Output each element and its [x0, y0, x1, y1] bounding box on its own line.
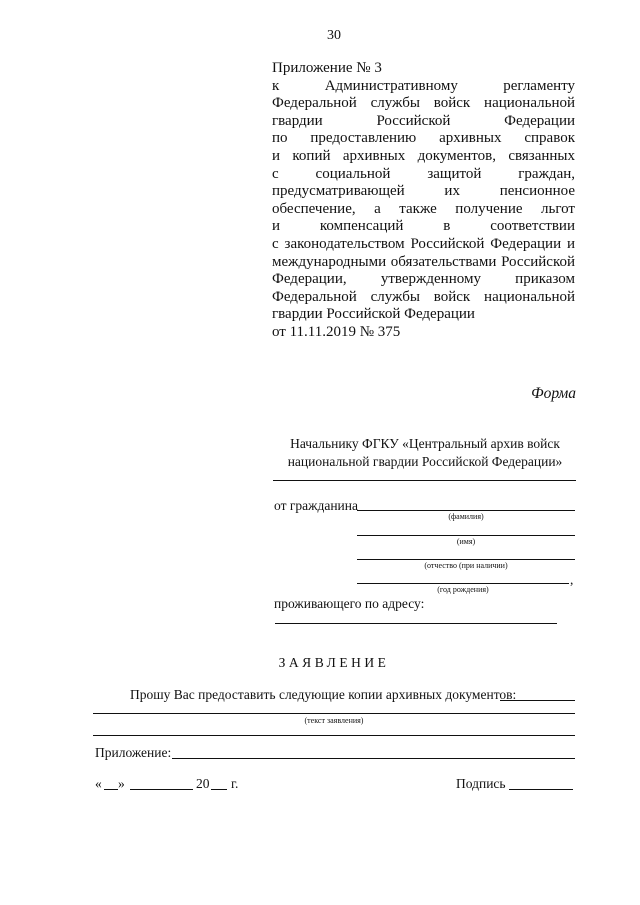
annex-line: и компенсаций в соответствии: [272, 218, 575, 235]
annex-line: гвардии Российской Федерации: [272, 112, 575, 129]
birth-year-caption: (год рождения): [437, 585, 489, 594]
year-suffix: г.: [231, 776, 239, 791]
addressee: [275, 435, 575, 471]
name-caption: (имя): [456, 537, 476, 546]
annex-line: Федерации, утвержденному приказом: [272, 271, 575, 288]
addressee-underline: [273, 480, 576, 481]
annex-line: Федеральной службы войск национальной: [272, 288, 575, 305]
request-caption: (текст заявления): [304, 716, 364, 725]
request-line-end[interactable]: [500, 700, 575, 701]
annex-line: Приложение № 3: [272, 60, 382, 76]
signature-line[interactable]: [509, 789, 573, 790]
comma: ,: [570, 572, 574, 587]
year-prefix: 20: [196, 776, 210, 791]
surname-caption: (фамилия): [448, 512, 484, 521]
annex-line: по предоставлению архивных справок: [272, 130, 575, 147]
annex-line: Федеральной службы войск национальной: [272, 95, 575, 112]
annex-line: международными обязательствами Российской: [272, 253, 575, 270]
date-open-quote: «: [95, 776, 102, 791]
month-line[interactable]: [130, 789, 193, 790]
request-text: Прошу Вас предоставить следующие копии архивных документов:: [130, 687, 517, 702]
patronymic-line[interactable]: [357, 559, 575, 560]
annex-line: с социальной защитой граждан,: [272, 165, 575, 182]
request-line[interactable]: [93, 713, 575, 714]
attachment-label: Приложение:: [95, 745, 172, 760]
form-label: Форма: [531, 385, 576, 402]
name-line[interactable]: [357, 535, 575, 536]
annex-header: [272, 60, 575, 342]
residence-label: проживающего по адресу:: [274, 596, 425, 611]
annex-line: обеспечение, а также получение льгот: [272, 200, 575, 217]
signature-label: Подпись: [456, 776, 506, 791]
addressee-line: национальной гвардии Российской Федерации»: [287, 454, 563, 469]
address-line[interactable]: [275, 623, 557, 624]
annex-line: с законодательством Российской Федерации и: [272, 235, 575, 252]
year-line[interactable]: [211, 789, 227, 790]
annex-line: и копий архивных документов, связанных: [272, 147, 575, 164]
addressee-line: Начальнику ФГКУ «Центральный архив войск: [290, 436, 560, 451]
annex-line: предусматривающей их пенсионное: [272, 183, 575, 200]
attachment-line[interactable]: [172, 758, 575, 759]
day-line[interactable]: [104, 789, 118, 790]
from-citizen-label: от гражданина: [274, 498, 358, 513]
annex-line: от 11.11.2019 № 375: [272, 323, 401, 340]
request-line-2[interactable]: [93, 735, 575, 736]
patronymic-caption: (отчество (при наличии): [424, 561, 508, 570]
page-number: 30: [327, 28, 341, 43]
annex-line: гвардии Российской Федерации: [272, 306, 475, 323]
annex-line: к Административному регламенту: [272, 77, 575, 94]
birth-year-line[interactable]: [357, 583, 569, 584]
surname-line[interactable]: [357, 510, 575, 511]
document-title: ЗАЯВЛЕНИЕ: [278, 655, 390, 670]
date-close-quote: »: [118, 776, 125, 791]
